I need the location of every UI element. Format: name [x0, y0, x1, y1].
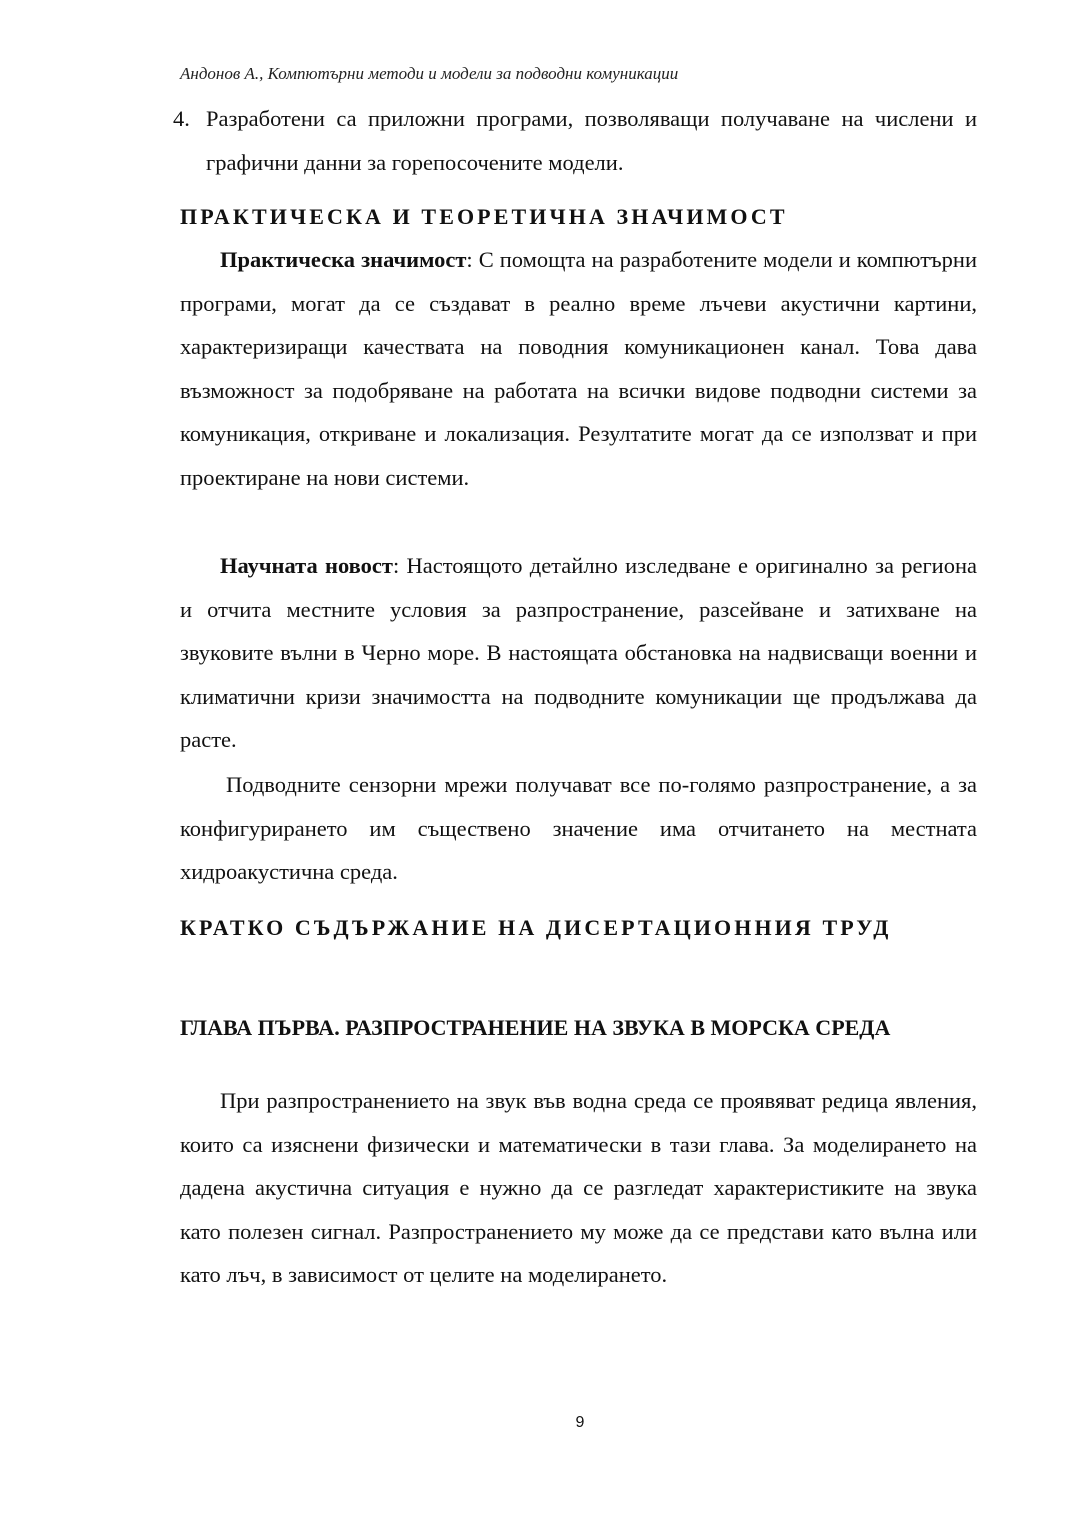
paragraph-chapter-one: При разпространението на звук във водна среда се проявяват редица явления, които са изяснени физически и математически в тази глава. За моделирането на дадена акустична ситуация е нужно да се разгледат характеристиките на звука като полезен сигнал. Разпространението му може да се представи като вълна или като лъч, в зависимост от целите на моделирането. — [180, 1088, 977, 1288]
section-heading-summary: КРАТКО СЪДЪРЖАНИЕ НА ДИСЕРТАЦИОННИЯ ТРУД — [180, 915, 892, 940]
list-item-text: Разработени са приложни програми, позволяващи получаване на числени и графични данни за горепосочените модели. — [206, 106, 977, 175]
running-header: Андонов А., Компютърни методи и модели за подводни комуникации — [180, 64, 679, 83]
scientific-novelty-label: Научната новост — [220, 553, 393, 578]
list-item-4 — [173, 97, 977, 184]
practical-significance-text: : С помощта на разработените модели и компютърни програми, могат да се създават в реално време лъчеви акустични картини, характеризиращи качествата на поводния комуникационен канал. Това дава възможност за подобряване на работата на всички видове подводни системи за комуникация, откриване и локализация. Резултатите могат да се използват и при проектиране на нови системи. — [180, 247, 977, 490]
paragraph-practical-significance — [180, 238, 977, 500]
practical-significance-label: Практическа значимост — [220, 247, 467, 272]
paragraph-sensor-networks: Подводните сензорни мрежи получават все по-голямо разпространение, а за конфигурирането им съществено значение има отчитането на местната хидроакустична среда. — [180, 772, 977, 885]
list-item-number: 4. — [173, 106, 190, 131]
paragraph-scientific-novelty — [180, 544, 977, 762]
chapter-one-heading: ГЛАВА ПЪРВА. РАЗПРОСТРАНЕНИЕ НА ЗВУКА В МОРСКА СРЕДА — [180, 1015, 891, 1040]
page-number: 9 — [575, 1414, 585, 1431]
scientific-novelty-text: : Настоящото детайлно изследване е оригинално за региона и отчита местните условия за разпространение, разсейване и затихване на звуковите вълни в Черно море. В настоящата обстановка на надвисващи военни и климатични кризи значимостта на подводните комуникации ще продължава да расте. — [180, 553, 977, 753]
section-heading-significance: ПРАКТИЧЕСКА И ТЕОРЕТИЧНА ЗНАЧИМОСТ — [180, 204, 788, 229]
